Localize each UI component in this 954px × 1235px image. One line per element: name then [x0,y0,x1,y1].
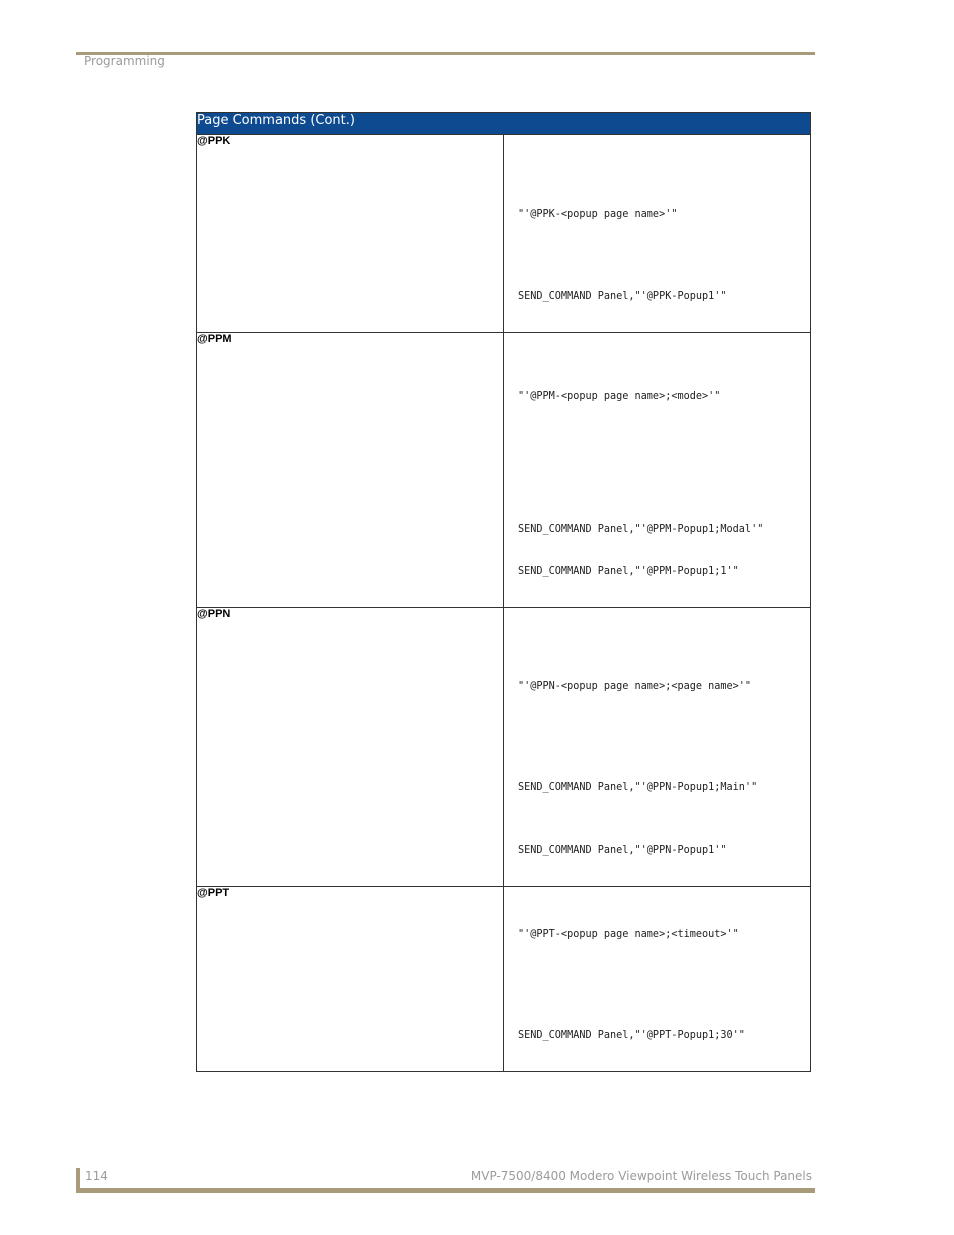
syntax-line: "'@PPK-<popup page name>'" [518,209,678,220]
footer-rule [76,1188,815,1193]
example-line: SEND_COMMAND Panel,"'@PPN-Popup1;Main'" [518,782,758,793]
command-name: @PPK [197,135,504,333]
command-details [504,135,811,333]
header-rule [76,52,815,55]
page-commands-table [196,112,811,1072]
command-name: @PPT [197,887,504,1072]
example-line: SEND_COMMAND Panel,"'@PPM-Popup1;1'" [518,566,739,577]
document-title: MVP-7500/8400 Modero Viewpoint Wireless Touch Panels [470,1169,812,1183]
section-label: Programming [84,54,165,68]
table-row [197,887,811,1072]
example-line: SEND_COMMAND Panel,"'@PPT-Popup1;30'" [518,1030,745,1041]
table-row [197,333,811,608]
command-details [504,887,811,1072]
example-line: SEND_COMMAND Panel,"'@PPM-Popup1;Modal'" [518,524,764,535]
table-header-row [197,113,811,135]
command-name: @PPN [197,608,504,887]
command-details [504,608,811,887]
example-line: SEND_COMMAND Panel,"'@PPN-Popup1'" [518,845,727,856]
command-name: @PPM [197,333,504,608]
command-details [504,333,811,608]
table-title: Page Commands (Cont.) [197,113,811,135]
table-row [197,135,811,333]
syntax-line: "'@PPT-<popup page name>;<timeout>'" [518,929,739,940]
example-line: SEND_COMMAND Panel,"'@PPK-Popup1'" [518,291,727,302]
table-row [197,608,811,887]
page-number: 114 [85,1169,108,1183]
syntax-line: "'@PPN-<popup page name>;<page name>'" [518,681,752,692]
syntax-line: "'@PPM-<popup page name>;<mode>'" [518,391,721,402]
